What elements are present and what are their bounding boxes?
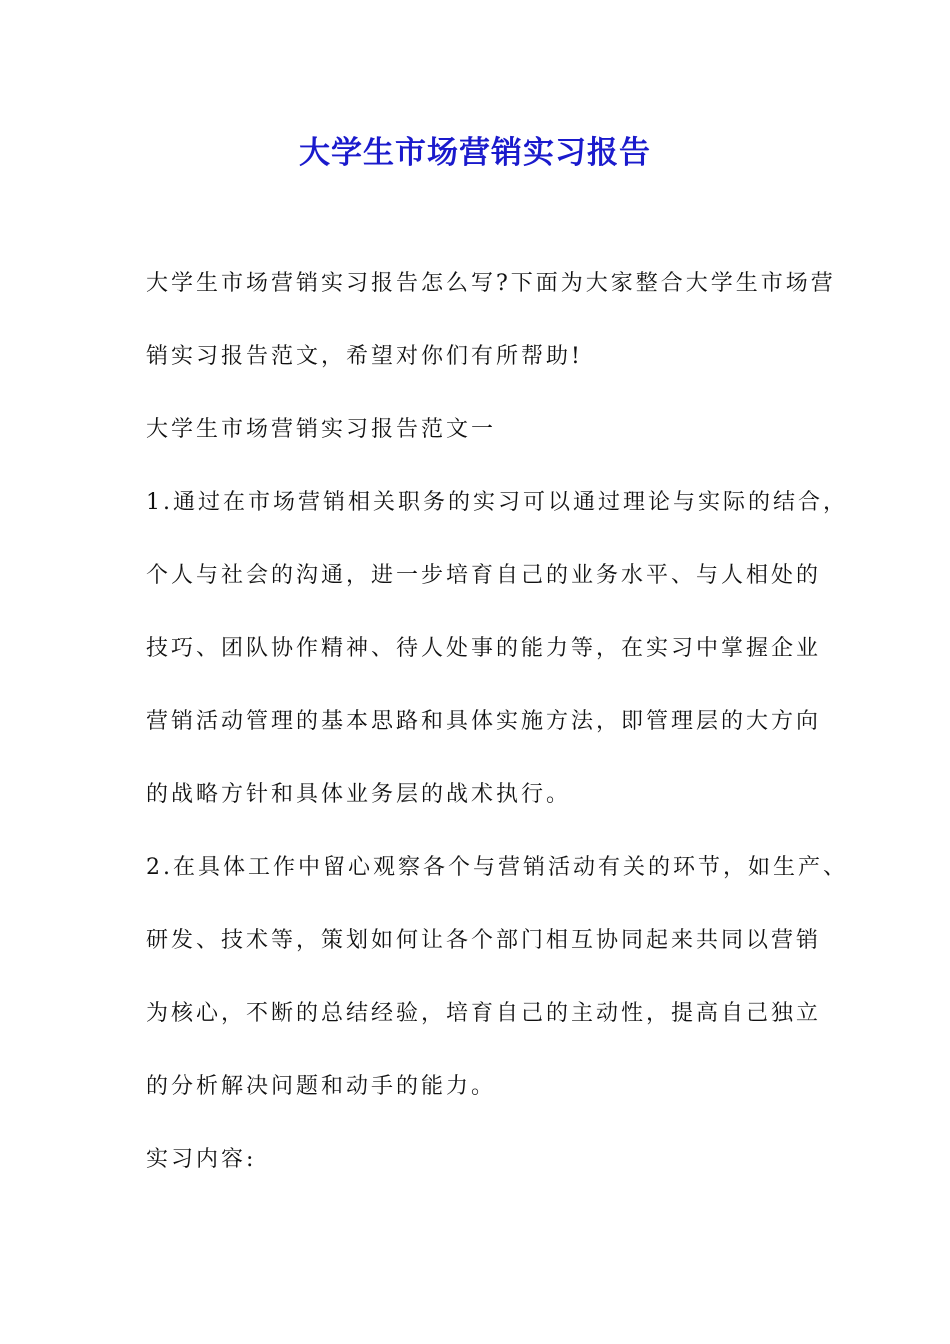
item-1-line-3: 技巧、团队协作精神、待人处事的能力等，在实习中掌握企业 <box>146 636 822 661</box>
document-body <box>146 260 846 1209</box>
intro-line-2: 销实习报告范文，希望对你们有所帮助! <box>146 344 583 369</box>
intro-line-1: 大学生市场营销实习报告怎么写?下面为大家整合大学生市场营 <box>146 271 836 296</box>
item-2-line-3: 为核心，不断的总结经验，培育自己的主动性，提高自己独立 <box>146 1001 822 1026</box>
internship-content-label: 实习内容: <box>146 1147 257 1172</box>
document-title: 大学生市场营销实习报告 <box>299 135 651 171</box>
item-1-line-4: 营销活动管理的基本思路和具体实施方法，即管理层的大方向 <box>146 709 822 734</box>
item-2-line-1: 2.在具体工作中留心观察各个与营销活动有关的环节，如生产、 <box>146 855 848 880</box>
item-2-line-2: 研发、技术等，策划如何让各个部门相互协同起来共同以营销 <box>146 928 822 953</box>
item-1-line-1: 1.通过在市场营销相关职务的实习可以通过理论与实际的结合， <box>146 490 848 515</box>
item-2-line-4: 的分析解决问题和动手的能力。 <box>146 1074 497 1099</box>
item-1-line-5: 的战略方针和具体业务层的战术执行。 <box>146 782 572 807</box>
section-heading: 大学生市场营销实习报告范文一 <box>146 417 497 442</box>
item-1-line-2: 个人与社会的沟通，进一步培育自己的业务水平、与人相处的 <box>146 563 822 588</box>
